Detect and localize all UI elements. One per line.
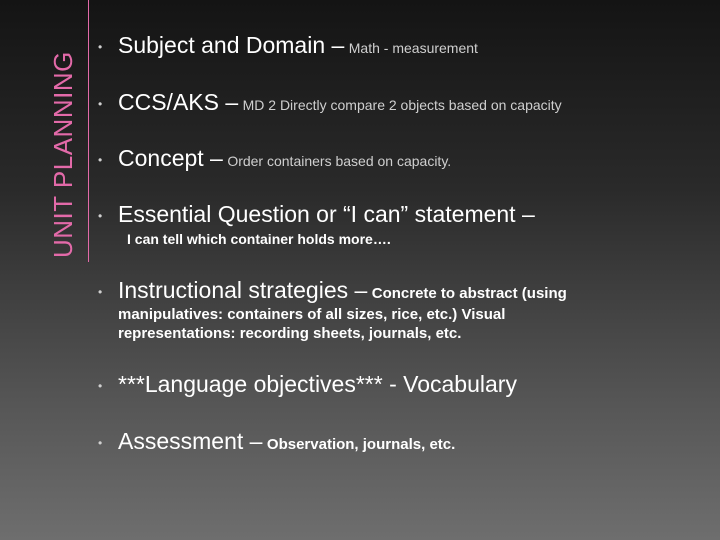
bullet-detail: Observation, journals, etc.	[266, 436, 456, 453]
bullet-text	[118, 89, 562, 116]
bullet-dot-icon: •	[98, 436, 103, 450]
bullet-dot-icon: •	[98, 153, 103, 167]
bullet-lead: CCS/AKS –	[118, 89, 239, 115]
bullet-text	[118, 32, 478, 59]
bullet-instructional-strategies	[98, 277, 698, 307]
bullet-lead: Subject and Domain –	[118, 32, 345, 58]
bullet-text	[118, 145, 451, 172]
bullet-dot-icon: •	[98, 209, 103, 223]
bullet-lead: Concept –	[118, 145, 223, 171]
bullet-text	[118, 428, 455, 455]
bullet-continuation-line: representations: recording sheets, journals, etc.	[118, 325, 462, 342]
bullet-dot-icon: •	[98, 285, 103, 299]
bullet-essential-question	[98, 201, 698, 231]
bullet-dot-icon: •	[98, 97, 103, 111]
bullet-text	[118, 201, 535, 228]
bullet-detail: MD 2 Directly compare 2 objects based on capacity	[242, 97, 562, 113]
bullet-detail: Math - measurement	[348, 40, 478, 56]
bullet-language-objectives	[98, 371, 698, 401]
bullet-continuation-line: manipulatives: containers of all sizes, rice, etc.) Visual	[118, 306, 506, 323]
bullet-lead: Essential Question or “I can” statement –	[118, 201, 535, 227]
bullet-dot-icon: •	[98, 40, 103, 54]
bullet-lead: Instructional strategies –	[118, 277, 368, 303]
bullet-dot-icon: •	[98, 379, 103, 393]
bullet-detail: Concrete to abstract (using	[371, 285, 567, 302]
bullet-text	[118, 277, 567, 304]
bullet-lead: ***Language objectives*** - Vocabulary	[118, 371, 517, 397]
bullet-concept	[98, 145, 698, 175]
side-title: UNIT PLANNING	[48, 51, 78, 258]
bullet-text	[118, 371, 517, 398]
bullet-detail: Order containers based on capacity.	[227, 153, 452, 169]
side-divider	[88, 0, 89, 262]
bullet-lead: Assessment –	[118, 428, 263, 454]
bullet-subject-domain	[98, 32, 698, 62]
bullet-continuation: I can tell which container holds more….	[127, 231, 391, 247]
bullet-ccs-aks	[98, 89, 698, 119]
bullet-assessment	[98, 428, 698, 458]
